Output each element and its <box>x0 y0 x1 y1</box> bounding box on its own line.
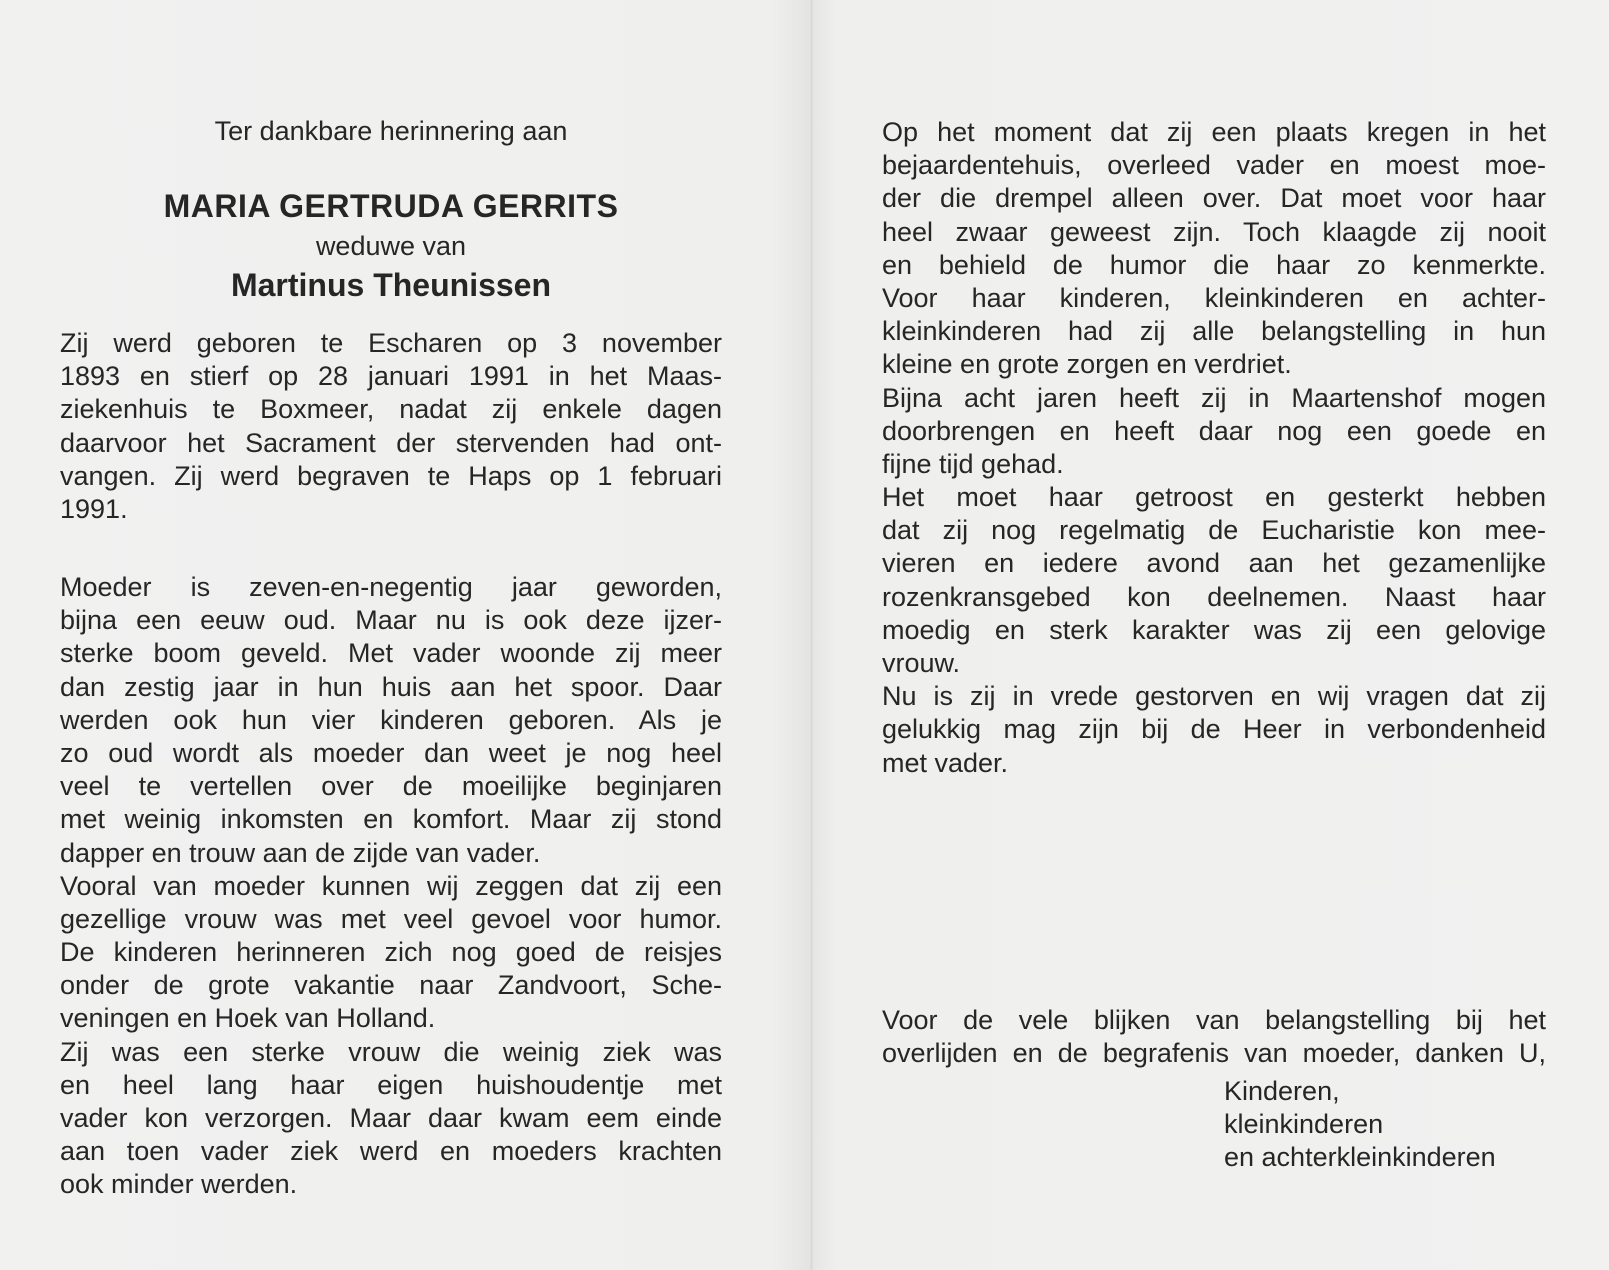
text-line: met vader. <box>882 747 1009 778</box>
text-line: moedig en sterk karakter was zij een gelovige <box>882 614 1546 645</box>
text-line: kleinkinderen had zij alle belangstelling in hun <box>882 316 1546 347</box>
text-line: Op het moment dat zij een plaats kregen in het <box>882 117 1546 147</box>
text-line: ziekenhuis te Boxmeer, nadat zij enkele dagen <box>60 394 722 425</box>
text-line: heel zwaar geweest zijn. Toch klaagde zij nooit <box>882 216 1546 247</box>
text-line: Voor haar kinderen, kleinkinderen en achter- <box>882 282 1546 313</box>
text-line: doorbrengen en heeft daar nog een goede en <box>882 415 1546 446</box>
intro-text: Ter dankbare herinnering aan <box>214 116 568 146</box>
text-line: en behield de humor die haar zo kenmerkte. <box>882 249 1546 280</box>
text-line: Vooral van moeder kunnen wij zeggen dat zij een <box>60 870 722 901</box>
widow-of-text: weduwe van <box>315 231 467 261</box>
text-line: kleine en grote zorgen en verdriet. <box>882 349 1292 380</box>
text-line: gezellige vrouw was met veel gevoel voor humor. <box>60 903 722 934</box>
text-line: Moeder is zeven-en-negentig jaar geworden, <box>60 572 722 602</box>
text-line: 1991. <box>60 493 128 524</box>
text-line: rozenkransgebed kon deelnemen. Naast haar <box>882 581 1546 612</box>
text-line: Zij was een sterke vrouw die weinig ziek was <box>60 1036 722 1067</box>
text-line: Zij werd geboren te Escharen op 3 november <box>60 328 722 358</box>
text-line: vader kon verzorgen. Maar daar kwam eem einde <box>60 1103 722 1133</box>
text-line: De kinderen herinneren zich nog goed de reisjes <box>60 937 722 968</box>
text-line: Het moet haar getroost en gesterkt hebben <box>882 482 1546 513</box>
text-line: gelukkig mag zijn bij de Heer in verbondenheid <box>882 714 1546 745</box>
thanks-paragraph <box>882 1004 1546 1070</box>
text-line: zo oud wordt als moeder dan weet je nog heel <box>60 737 722 768</box>
text-line: dapper en trouw aan de zijde van vader. <box>60 837 541 868</box>
text-line: werden ook hun vier kinderen geboren. Als je <box>60 704 722 735</box>
signature-line: kleinkinderen <box>1224 1109 1384 1140</box>
text-line: vieren en iedere avond aan het gezamenlijke <box>882 548 1546 579</box>
story-paragraph <box>882 116 1546 780</box>
text-line: bijna een eeuw oud. Maar nu is ook deze ijzer- <box>60 605 722 636</box>
tribute-paragraph <box>60 571 722 1202</box>
text-line: bejaardentehuis, overleed vader en moest moe- <box>882 150 1546 181</box>
signature-line: en achterkleinkinderen <box>1224 1142 1496 1173</box>
text-line: Nu is zij in vrede gestorven en wij vragen dat zij <box>882 681 1546 712</box>
deceased-name: MARIA GERTRUDA GERRITS <box>163 188 619 224</box>
text-line: aan toen vader ziek werd en moeders krachten <box>60 1136 722 1167</box>
text-line: Voor de vele blijken van belangstelling bij het <box>882 1005 1546 1035</box>
text-line: Bijna acht jaren heeft zij in Maartenshof mogen <box>882 382 1546 413</box>
text-line: en heel lang haar eigen huishoudentje met <box>60 1069 722 1100</box>
husband-name: Martinus Theunissen <box>230 267 552 303</box>
text-line: veel te vertellen over de moeilijke beginjaren <box>60 771 722 802</box>
signature-block <box>1224 1075 1546 1175</box>
card-fold <box>810 0 813 1270</box>
text-line: dan zestig jaar in hun huis aan het spoor. Daar <box>60 671 722 702</box>
text-line: sterke boom geveld. Met vader woonde zij meer <box>60 638 722 669</box>
text-line: overlijden en de begrafenis van moeder, danken U, <box>882 1038 1546 1069</box>
signature-line: Kinderen, <box>1224 1076 1340 1106</box>
text-line: met weinig inkomsten en komfort. Maar zij stond <box>60 804 722 835</box>
biography-paragraph <box>60 327 722 526</box>
text-line: vangen. Zij werd begraven te Haps op 1 februari <box>60 460 722 491</box>
text-line: fijne tijd gehad. <box>882 448 1064 479</box>
text-line: veningen en Hoek van Holland. <box>60 1003 436 1034</box>
text-line: der die drempel alleen over. Dat moet voor haar <box>882 183 1546 214</box>
text-line: ook minder werden. <box>60 1169 298 1200</box>
text-line: dat zij nog regelmatig de Eucharistie kon mee- <box>882 515 1546 546</box>
text-line: vrouw. <box>882 648 961 678</box>
text-line: daarvoor het Sacrament der stervenden had ont- <box>60 427 722 458</box>
text-line: onder de grote vakantie naar Zandvoort, Sche- <box>60 970 722 1001</box>
text-line: 1893 en stierf op 28 januari 1991 in het Maas- <box>60 361 722 392</box>
